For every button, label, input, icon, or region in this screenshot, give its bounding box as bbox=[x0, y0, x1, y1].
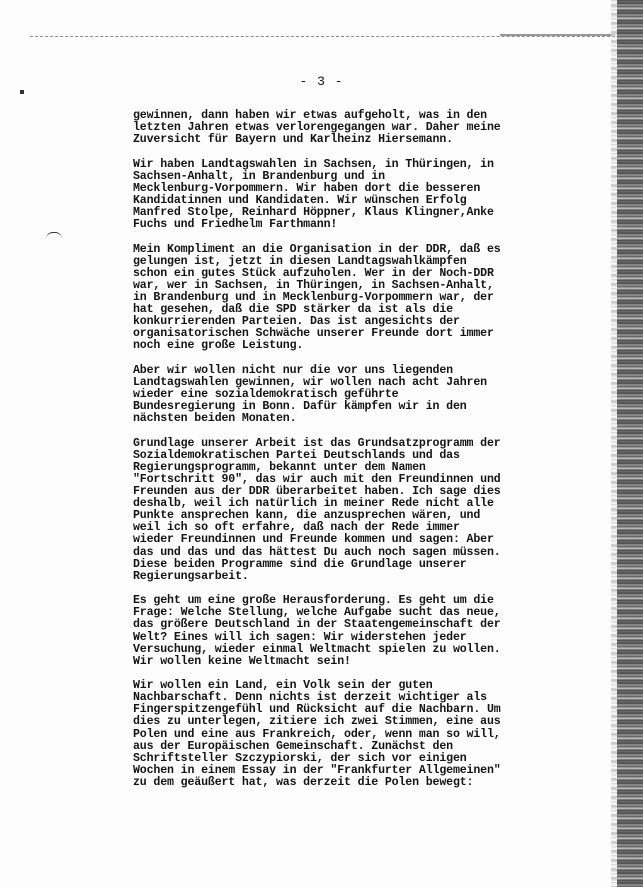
scan-speck bbox=[20, 90, 24, 94]
paragraph: Grundlage unserer Arbeit ist das Grundsatzprogramm der Sozialdemokratischen Partei Deutschlands und das Regierungsprogramm, bekannt unter dem Namen "Fortschritt 90", das wir auch mit den Freundinnen und Freunden aus der DDR überarbeitet haben. Ich sage dies deshalb, weil ich natürlich in meiner Rede nicht alle Punkte ansprechen kann, die anzusprechen wären, und weil ich so oft erfahre, daß nach der Rede immer wieder Freundinnen und Freunde kommen und sagen: Aber das und das und das hättest Du auch noch sagen müssen. Diese beiden Programme sind die Grundlage unserer Regierungsarbeit. bbox=[133, 436, 501, 583]
page-number: - 3 - bbox=[299, 74, 344, 89]
paragraph: Wir wollen ein Land, ein Volk sein der guten Nachbarschaft. Denn nichts ist derzeit wichtiger als Fingerspitzengefühl und Rücksicht auf die Nachbarn. Um dies zu unterlegen, zitiere ich zwei Stimmen, eine aus Polen und eine aus Frankreich, oder, wenn man so will, aus der Europäischen Gemeinschaft. Zunächst den Schriftsteller Szczypiorski, der sich vor einigen Wochen in einem Essay in der "Frankfurter Allgemeinen" zu dem geäußert hat, was derzeit die Polen bewegt: bbox=[133, 679, 501, 789]
body-text bbox=[133, 110, 533, 801]
paragraph: Es geht um eine große Herausforderung. Es geht um die Frage: Welche Stellung, welche Aufgabe sucht das neue, das größere Deutschland in der Staatengemeinschaft der Welt? Eines will ich sagen: Wir widerstehen jeder Versuchung, wieder einmal Weltmacht spielen zu wollen. Wir wollen keine Weltmacht sein! bbox=[133, 594, 501, 668]
paragraph: Aber wir wollen nicht nur die vor uns liegenden Landtagswahlen gewinnen, wir wollen nach acht Jahren wieder eine sozialdemokratisch geführte Bundesregierung in Bonn. Dafür kämpfen wir in den nächsten beiden Monaten. bbox=[133, 363, 487, 426]
paragraph: gewinnen, dann haben wir etwas aufgeholt, was in den letzten Jahren etwas verlorengegangen war. Daher meine Zuversicht für Bayern und Karlheinz Hiersemann. bbox=[133, 109, 501, 147]
margin-mark bbox=[46, 232, 62, 239]
paragraph: Wir haben Landtagswahlen in Sachsen, in Thüringen, in Sachsen-Anhalt, in Brandenburg und in Mecklenburg-Vorpommern. Wir haben dort die besseren Kandidatinnen und Kandidaten. Wir wünschen Erfolg Manfred Stolpe, Reinhard Höppner, Klaus Klingner,Anke Fuchs und Friedhelm Farthmann! bbox=[133, 157, 494, 232]
paragraph: Mein Kompliment an die Organisation in der DDR, daß es gelungen ist, jetzt in diesen Landtagswahlkämpfen schon ein gutes Stück aufzuholen. Wer in der Noch-DDR war, wer in Sachsen, in Thüringen, in Sachsen-Anhalt, in Brandenburg und in Mecklenburg-Vorpommern war, der hat gesehen, daß die SPD stärker da ist als die konkurrierenden Parteien. Das ist angesichts der organisatorischen Schwäche unserer Freunde dort immer noch eine große Leistung. bbox=[133, 242, 501, 353]
scan-top-rule bbox=[30, 36, 615, 37]
scan-top-mark bbox=[500, 34, 615, 36]
scan-edge bbox=[617, 0, 643, 887]
